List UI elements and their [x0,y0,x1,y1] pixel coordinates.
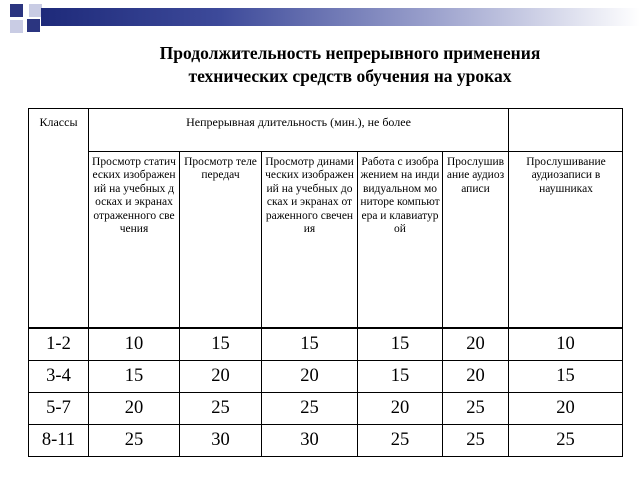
table-cell: 15 [556,366,575,386]
header-classes: Классы [39,115,78,129]
table-cell: 20 [211,366,230,386]
table-cell: 20 [390,398,410,418]
table-cell: 20 [124,398,144,418]
header-headphones-listening: Прослушивание аудиозаписи в наушниках [526,156,606,195]
table-cell: 15 [390,334,410,354]
table-cell: 15 [300,334,319,354]
table-cell: 25 [124,430,144,450]
row-label: 1-2 [46,334,71,354]
header-audio-listening: Прослушивание аудиозаписи [446,156,505,195]
table-cell: 15 [124,366,144,386]
table-cell: 20 [300,366,319,386]
table-cell: 30 [211,430,230,450]
decor-square-4 [27,19,40,32]
header-tv-broadcasts: Просмотр телепередач [184,156,257,182]
table-cell: 25 [466,430,485,450]
title-line-2: технических средств обучения на уроках [188,66,512,86]
header-duration-group: Непрерывная длительность (мин.), не более [186,115,411,129]
header-static-images: Просмотр статических изображений на учебных досках и экранах отраженного свечения [92,156,176,236]
title-line-1: Продолжительность непрерывного применения [159,43,541,63]
table-cell: 20 [466,334,485,354]
header-dynamic-images: Просмотр динамических изображений на учебных досках и экранах отраженного свечения [265,156,354,236]
table-cell: 10 [556,334,575,354]
table-border-right [622,108,623,457]
header-computer-monitor: Работа с изображением на индивидуальном мониторе компьютера и клавиатурой [360,156,440,236]
table-cell: 30 [300,430,319,450]
header-gradient-bar [41,8,640,26]
slide-title [90,42,610,88]
table-cell: 20 [556,398,575,418]
table-cell: 25 [300,398,319,418]
row-label: 8-11 [41,430,76,450]
table-cell: 20 [466,366,485,386]
decor-square-1 [10,4,23,17]
row-label: 3-4 [46,366,71,386]
table-cell: 25 [390,430,410,450]
table-cell: 15 [211,334,230,354]
table-cell: 15 [390,366,410,386]
table-cell: 10 [124,334,144,354]
table-border-bottom [28,456,623,457]
table-cell: 25 [556,430,575,450]
decor-square-3 [10,20,23,33]
table-cell: 25 [466,398,485,418]
row-label: 5-7 [46,398,71,418]
table-cell: 25 [211,398,230,418]
